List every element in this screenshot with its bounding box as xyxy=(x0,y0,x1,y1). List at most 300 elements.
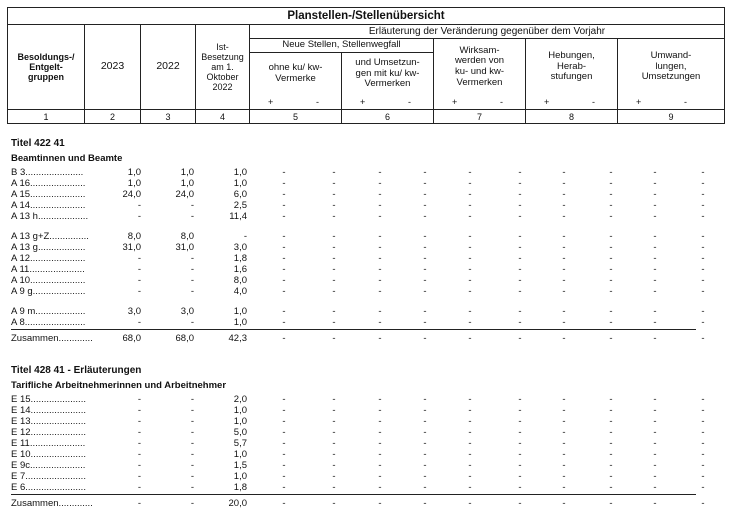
value-ist: - xyxy=(243,231,247,242)
value-2022: 1,0 xyxy=(180,167,194,178)
table-row xyxy=(0,306,731,317)
row-label: Zusammen............. xyxy=(11,498,93,509)
change-value: - xyxy=(562,306,566,317)
table-row xyxy=(0,167,731,178)
change-value: - xyxy=(518,471,522,482)
value-2022: - xyxy=(190,200,194,211)
total-row xyxy=(0,333,731,344)
col-header-2023: 2023 xyxy=(100,60,125,73)
value-2022: 8,0 xyxy=(180,231,194,242)
change-value: - xyxy=(423,333,427,344)
change-value: - xyxy=(378,286,382,297)
change-value: - xyxy=(562,498,566,509)
change-value: - xyxy=(282,211,286,222)
value-2022: - xyxy=(190,449,194,460)
change-value: - xyxy=(468,317,472,328)
change-value: - xyxy=(518,333,522,344)
plus-marker: + xyxy=(544,97,550,107)
table-row xyxy=(0,242,731,253)
value-2022: - xyxy=(190,264,194,275)
change-value: - xyxy=(609,471,613,482)
section-subtitle: Beamtinnen und Beamte xyxy=(11,153,123,164)
value-2022: - xyxy=(190,498,194,509)
change-value: - xyxy=(378,189,382,200)
change-value: - xyxy=(609,178,613,189)
change-value: - xyxy=(468,405,472,416)
change-value: - xyxy=(653,231,657,242)
change-value: - xyxy=(282,189,286,200)
table-row xyxy=(0,200,731,211)
change-value: - xyxy=(653,167,657,178)
value-ist: 1,0 xyxy=(233,306,247,317)
change-value: - xyxy=(562,438,566,449)
change-value: - xyxy=(282,275,286,286)
change-value: - xyxy=(378,211,382,222)
change-value: - xyxy=(332,438,336,449)
total-row xyxy=(0,498,731,509)
row-label: E 15..................... xyxy=(11,394,86,405)
change-value: - xyxy=(423,471,427,482)
change-value: - xyxy=(423,242,427,253)
change-value: - xyxy=(609,189,613,200)
value-ist: 1,8 xyxy=(233,482,247,493)
change-value: - xyxy=(282,231,286,242)
change-value: - xyxy=(701,253,705,264)
change-value: - xyxy=(332,460,336,471)
change-value: - xyxy=(653,449,657,460)
value-ist: 6,0 xyxy=(233,189,247,200)
col-number: 1 xyxy=(43,111,49,122)
change-value: - xyxy=(518,460,522,471)
change-value: - xyxy=(518,306,522,317)
change-value: - xyxy=(609,242,613,253)
change-value: - xyxy=(423,231,427,242)
value-2022: - xyxy=(190,460,194,471)
plus-marker: + xyxy=(452,97,458,107)
change-value: - xyxy=(378,460,382,471)
change-value: - xyxy=(468,242,472,253)
row-label: A 15..................... xyxy=(11,189,86,200)
value-2022: - xyxy=(190,482,194,493)
change-value: - xyxy=(518,427,522,438)
col-header-hebungen: Hebungen, Herab- stufungen xyxy=(548,50,595,83)
change-value: - xyxy=(609,286,613,297)
value-ist: 1,0 xyxy=(233,416,247,427)
col-header-2022: 2022 xyxy=(156,60,180,73)
table-row xyxy=(0,286,731,297)
value-ist: 1,0 xyxy=(233,167,247,178)
change-value: - xyxy=(701,471,705,482)
change-value: - xyxy=(378,178,382,189)
row-label: B 3...................... xyxy=(11,167,84,178)
change-value: - xyxy=(332,416,336,427)
change-value: - xyxy=(518,498,522,509)
change-value: - xyxy=(701,275,705,286)
row-label: A 12..................... xyxy=(11,253,86,264)
change-value: - xyxy=(332,242,336,253)
change-value: - xyxy=(423,189,427,200)
change-value: - xyxy=(468,178,472,189)
change-value: - xyxy=(653,178,657,189)
col-header-wirksam: Wirksam- werden von ku- und kw- Vermerken xyxy=(454,44,505,88)
plus-marker: + xyxy=(636,97,642,107)
value-ist: 1,0 xyxy=(233,317,247,328)
minus-marker: - xyxy=(500,97,503,107)
change-value: - xyxy=(653,482,657,493)
value-ist: 1,6 xyxy=(233,264,247,275)
change-value: - xyxy=(282,416,286,427)
value-2022: - xyxy=(190,286,194,297)
change-value: - xyxy=(378,231,382,242)
row-label: E 9c..................... xyxy=(11,460,86,471)
plus-marker: + xyxy=(268,97,274,107)
change-value: - xyxy=(282,471,286,482)
col-header-ist: Ist- Besetzung am 1. Oktober 2022 xyxy=(201,41,244,93)
change-value: - xyxy=(332,286,336,297)
change-value: - xyxy=(609,394,613,405)
value-2023: - xyxy=(137,498,141,509)
value-2022: 31,0 xyxy=(175,242,194,253)
change-value: - xyxy=(332,231,336,242)
value-ist: 2,0 xyxy=(233,394,247,405)
change-value: - xyxy=(701,394,705,405)
value-2023: - xyxy=(137,200,141,211)
change-value: - xyxy=(282,167,286,178)
col-number: 4 xyxy=(219,111,225,122)
changes-subheader: Erläuterung der Veränderung gegenüber dem Vorjahr xyxy=(368,25,606,37)
change-value: - xyxy=(653,438,657,449)
value-2023: - xyxy=(137,394,141,405)
change-value: - xyxy=(423,211,427,222)
value-ist: 2,5 xyxy=(233,200,247,211)
change-value: - xyxy=(423,253,427,264)
change-value: - xyxy=(562,405,566,416)
value-2023: - xyxy=(137,416,141,427)
change-value: - xyxy=(282,317,286,328)
table-row xyxy=(0,231,731,242)
change-value: - xyxy=(609,306,613,317)
change-value: - xyxy=(701,317,705,328)
row-label: Zusammen............. xyxy=(11,333,93,344)
change-value: - xyxy=(562,333,566,344)
value-ist: 1,0 xyxy=(233,471,247,482)
change-value: - xyxy=(332,211,336,222)
row-label: E 12..................... xyxy=(11,427,86,438)
change-value: - xyxy=(701,231,705,242)
change-value: - xyxy=(562,253,566,264)
change-value: - xyxy=(423,416,427,427)
change-value: - xyxy=(282,264,286,275)
change-value: - xyxy=(468,333,472,344)
change-value: - xyxy=(332,275,336,286)
value-2023: - xyxy=(137,482,141,493)
change-value: - xyxy=(562,167,566,178)
value-2023: - xyxy=(137,427,141,438)
change-value: - xyxy=(701,242,705,253)
change-value: - xyxy=(562,242,566,253)
change-value: - xyxy=(423,306,427,317)
value-2023: 1,0 xyxy=(127,178,141,189)
change-value: - xyxy=(701,427,705,438)
value-ist: 5,7 xyxy=(233,438,247,449)
row-label: E 11..................... xyxy=(11,438,86,449)
change-value: - xyxy=(518,317,522,328)
change-value: - xyxy=(653,242,657,253)
change-value: - xyxy=(701,449,705,460)
change-value: - xyxy=(468,394,472,405)
change-value: - xyxy=(701,189,705,200)
value-2023: - xyxy=(137,211,141,222)
col-header-neue-stellen: Neue Stellen, Stellenwegfall xyxy=(282,39,401,51)
col-number: 2 xyxy=(109,111,115,122)
row-label: A 13 h................... xyxy=(11,211,89,222)
change-value: - xyxy=(468,471,472,482)
value-2022: - xyxy=(190,405,194,416)
value-2022: - xyxy=(190,394,194,405)
value-2022: - xyxy=(190,471,194,482)
change-value: - xyxy=(423,405,427,416)
col-header-group: Besoldungs-/ Entgelt- gruppen xyxy=(17,51,75,83)
row-label: E 13..................... xyxy=(11,416,86,427)
change-value: - xyxy=(282,405,286,416)
change-value: - xyxy=(562,394,566,405)
value-2022: - xyxy=(190,211,194,222)
change-value: - xyxy=(378,306,382,317)
change-value: - xyxy=(468,460,472,471)
change-value: - xyxy=(378,482,382,493)
change-value: - xyxy=(609,253,613,264)
change-value: - xyxy=(562,189,566,200)
col-number: 3 xyxy=(165,111,171,122)
change-value: - xyxy=(609,416,613,427)
table-row xyxy=(0,471,731,482)
change-value: - xyxy=(468,200,472,211)
table-row xyxy=(0,438,731,449)
row-label: A 16..................... xyxy=(11,178,86,189)
value-ist: 1,0 xyxy=(233,178,247,189)
value-2022: 68,0 xyxy=(175,333,194,344)
change-value: - xyxy=(332,200,336,211)
change-value: - xyxy=(518,242,522,253)
change-value: - xyxy=(332,317,336,328)
change-value: - xyxy=(701,211,705,222)
change-value: - xyxy=(701,286,705,297)
change-value: - xyxy=(378,242,382,253)
change-value: - xyxy=(653,333,657,344)
change-value: - xyxy=(468,189,472,200)
change-value: - xyxy=(423,167,427,178)
change-value: - xyxy=(518,405,522,416)
change-value: - xyxy=(332,405,336,416)
change-value: - xyxy=(609,200,613,211)
minus-marker: - xyxy=(316,97,319,107)
change-value: - xyxy=(332,394,336,405)
change-value: - xyxy=(282,427,286,438)
table-row xyxy=(0,427,731,438)
row-label: A 11..................... xyxy=(11,264,85,275)
change-value: - xyxy=(423,449,427,460)
sum-rule xyxy=(11,329,696,330)
col-header-umwandlungen: Umwand- lungen, Umsetzungen xyxy=(641,50,701,83)
change-value: - xyxy=(378,438,382,449)
change-value: - xyxy=(609,167,613,178)
row-label: E 10..................... xyxy=(11,449,86,460)
value-2023: 1,0 xyxy=(127,167,141,178)
change-value: - xyxy=(653,211,657,222)
change-value: - xyxy=(609,427,613,438)
minus-marker: - xyxy=(684,97,687,107)
change-value: - xyxy=(562,275,566,286)
value-2023: - xyxy=(137,275,141,286)
section-subtitle: Tarifliche Arbeitnehmerinnen und Arbeitnehmer xyxy=(11,380,227,391)
change-value: - xyxy=(468,167,472,178)
change-value: - xyxy=(562,317,566,328)
change-value: - xyxy=(653,394,657,405)
value-ist: 42,3 xyxy=(228,333,247,344)
change-value: - xyxy=(653,200,657,211)
value-ist: 1,5 xyxy=(233,460,247,471)
change-value: - xyxy=(282,498,286,509)
change-value: - xyxy=(562,264,566,275)
row-label: A 9 m................... xyxy=(11,306,86,317)
col-header-umsetzungen: und Umsetzun- gen mit ku/ kw-Vermerken xyxy=(355,57,420,90)
table-row xyxy=(0,253,731,264)
change-value: - xyxy=(423,317,427,328)
col-number: 7 xyxy=(476,111,482,122)
change-value: - xyxy=(701,416,705,427)
value-2023: - xyxy=(137,405,141,416)
value-ist: 11,4 xyxy=(229,211,247,222)
table-row xyxy=(0,275,731,286)
change-value: - xyxy=(378,416,382,427)
change-value: - xyxy=(332,264,336,275)
value-2022: 1,0 xyxy=(180,178,194,189)
value-ist: 8,0 xyxy=(233,275,247,286)
value-2022: - xyxy=(190,275,194,286)
value-2023: - xyxy=(137,286,141,297)
value-ist: 20,0 xyxy=(228,498,247,509)
change-value: - xyxy=(518,200,522,211)
value-2023: - xyxy=(137,449,141,460)
change-value: - xyxy=(653,460,657,471)
change-value: - xyxy=(332,482,336,493)
change-value: - xyxy=(653,427,657,438)
change-value: - xyxy=(562,460,566,471)
table-row xyxy=(0,460,731,471)
change-value: - xyxy=(468,286,472,297)
change-value: - xyxy=(468,264,472,275)
value-2023: - xyxy=(137,460,141,471)
value-2022: 3,0 xyxy=(180,306,194,317)
change-value: - xyxy=(282,333,286,344)
change-value: - xyxy=(378,471,382,482)
change-value: - xyxy=(609,460,613,471)
change-value: - xyxy=(562,416,566,427)
change-value: - xyxy=(609,231,613,242)
change-value: - xyxy=(562,231,566,242)
change-value: - xyxy=(609,264,613,275)
change-value: - xyxy=(423,275,427,286)
value-2022: - xyxy=(190,317,194,328)
change-value: - xyxy=(701,306,705,317)
change-value: - xyxy=(653,253,657,264)
section-title: Titel 422 41 xyxy=(11,138,65,149)
row-label: E 6....................... xyxy=(11,482,86,493)
table-row xyxy=(0,394,731,405)
change-value: - xyxy=(653,405,657,416)
value-2022: - xyxy=(190,438,194,449)
table-row xyxy=(0,416,731,427)
row-label: A 13 g+Z............... xyxy=(11,231,89,242)
change-value: - xyxy=(562,427,566,438)
change-value: - xyxy=(423,286,427,297)
change-value: - xyxy=(332,333,336,344)
change-value: - xyxy=(423,394,427,405)
change-value: - xyxy=(282,449,286,460)
value-2023: - xyxy=(137,438,141,449)
change-value: - xyxy=(653,498,657,509)
change-value: - xyxy=(423,264,427,275)
change-value: - xyxy=(518,394,522,405)
change-value: - xyxy=(282,253,286,264)
value-2022: 24,0 xyxy=(175,189,194,200)
value-2022: - xyxy=(190,253,194,264)
table-row xyxy=(0,449,731,460)
row-label: E 7....................... xyxy=(11,471,86,482)
change-value: - xyxy=(701,333,705,344)
change-value: - xyxy=(609,211,613,222)
change-value: - xyxy=(378,317,382,328)
value-2022: - xyxy=(190,416,194,427)
change-value: - xyxy=(282,178,286,189)
minus-marker: - xyxy=(408,97,411,107)
change-value: - xyxy=(653,275,657,286)
change-value: - xyxy=(468,427,472,438)
change-value: - xyxy=(562,449,566,460)
change-value: - xyxy=(332,471,336,482)
change-value: - xyxy=(609,333,613,344)
change-value: - xyxy=(701,460,705,471)
change-value: - xyxy=(653,416,657,427)
change-value: - xyxy=(378,264,382,275)
change-value: - xyxy=(562,211,566,222)
change-value: - xyxy=(423,498,427,509)
change-value: - xyxy=(609,405,613,416)
col-number: 5 xyxy=(292,111,298,122)
row-label: A 10..................... xyxy=(11,275,86,286)
change-value: - xyxy=(701,482,705,493)
change-value: - xyxy=(518,264,522,275)
change-value: - xyxy=(653,189,657,200)
change-value: - xyxy=(701,264,705,275)
change-value: - xyxy=(378,394,382,405)
change-value: - xyxy=(609,498,613,509)
change-value: - xyxy=(468,416,472,427)
value-2023: - xyxy=(137,317,141,328)
change-value: - xyxy=(378,449,382,460)
table-header xyxy=(7,7,725,124)
change-value: - xyxy=(282,286,286,297)
change-value: - xyxy=(332,253,336,264)
row-label: E 14..................... xyxy=(11,405,86,416)
change-value: - xyxy=(332,189,336,200)
value-2023: - xyxy=(137,264,141,275)
change-value: - xyxy=(282,482,286,493)
change-value: - xyxy=(423,427,427,438)
value-2023: 3,0 xyxy=(127,306,141,317)
change-value: - xyxy=(609,482,613,493)
change-value: - xyxy=(518,482,522,493)
